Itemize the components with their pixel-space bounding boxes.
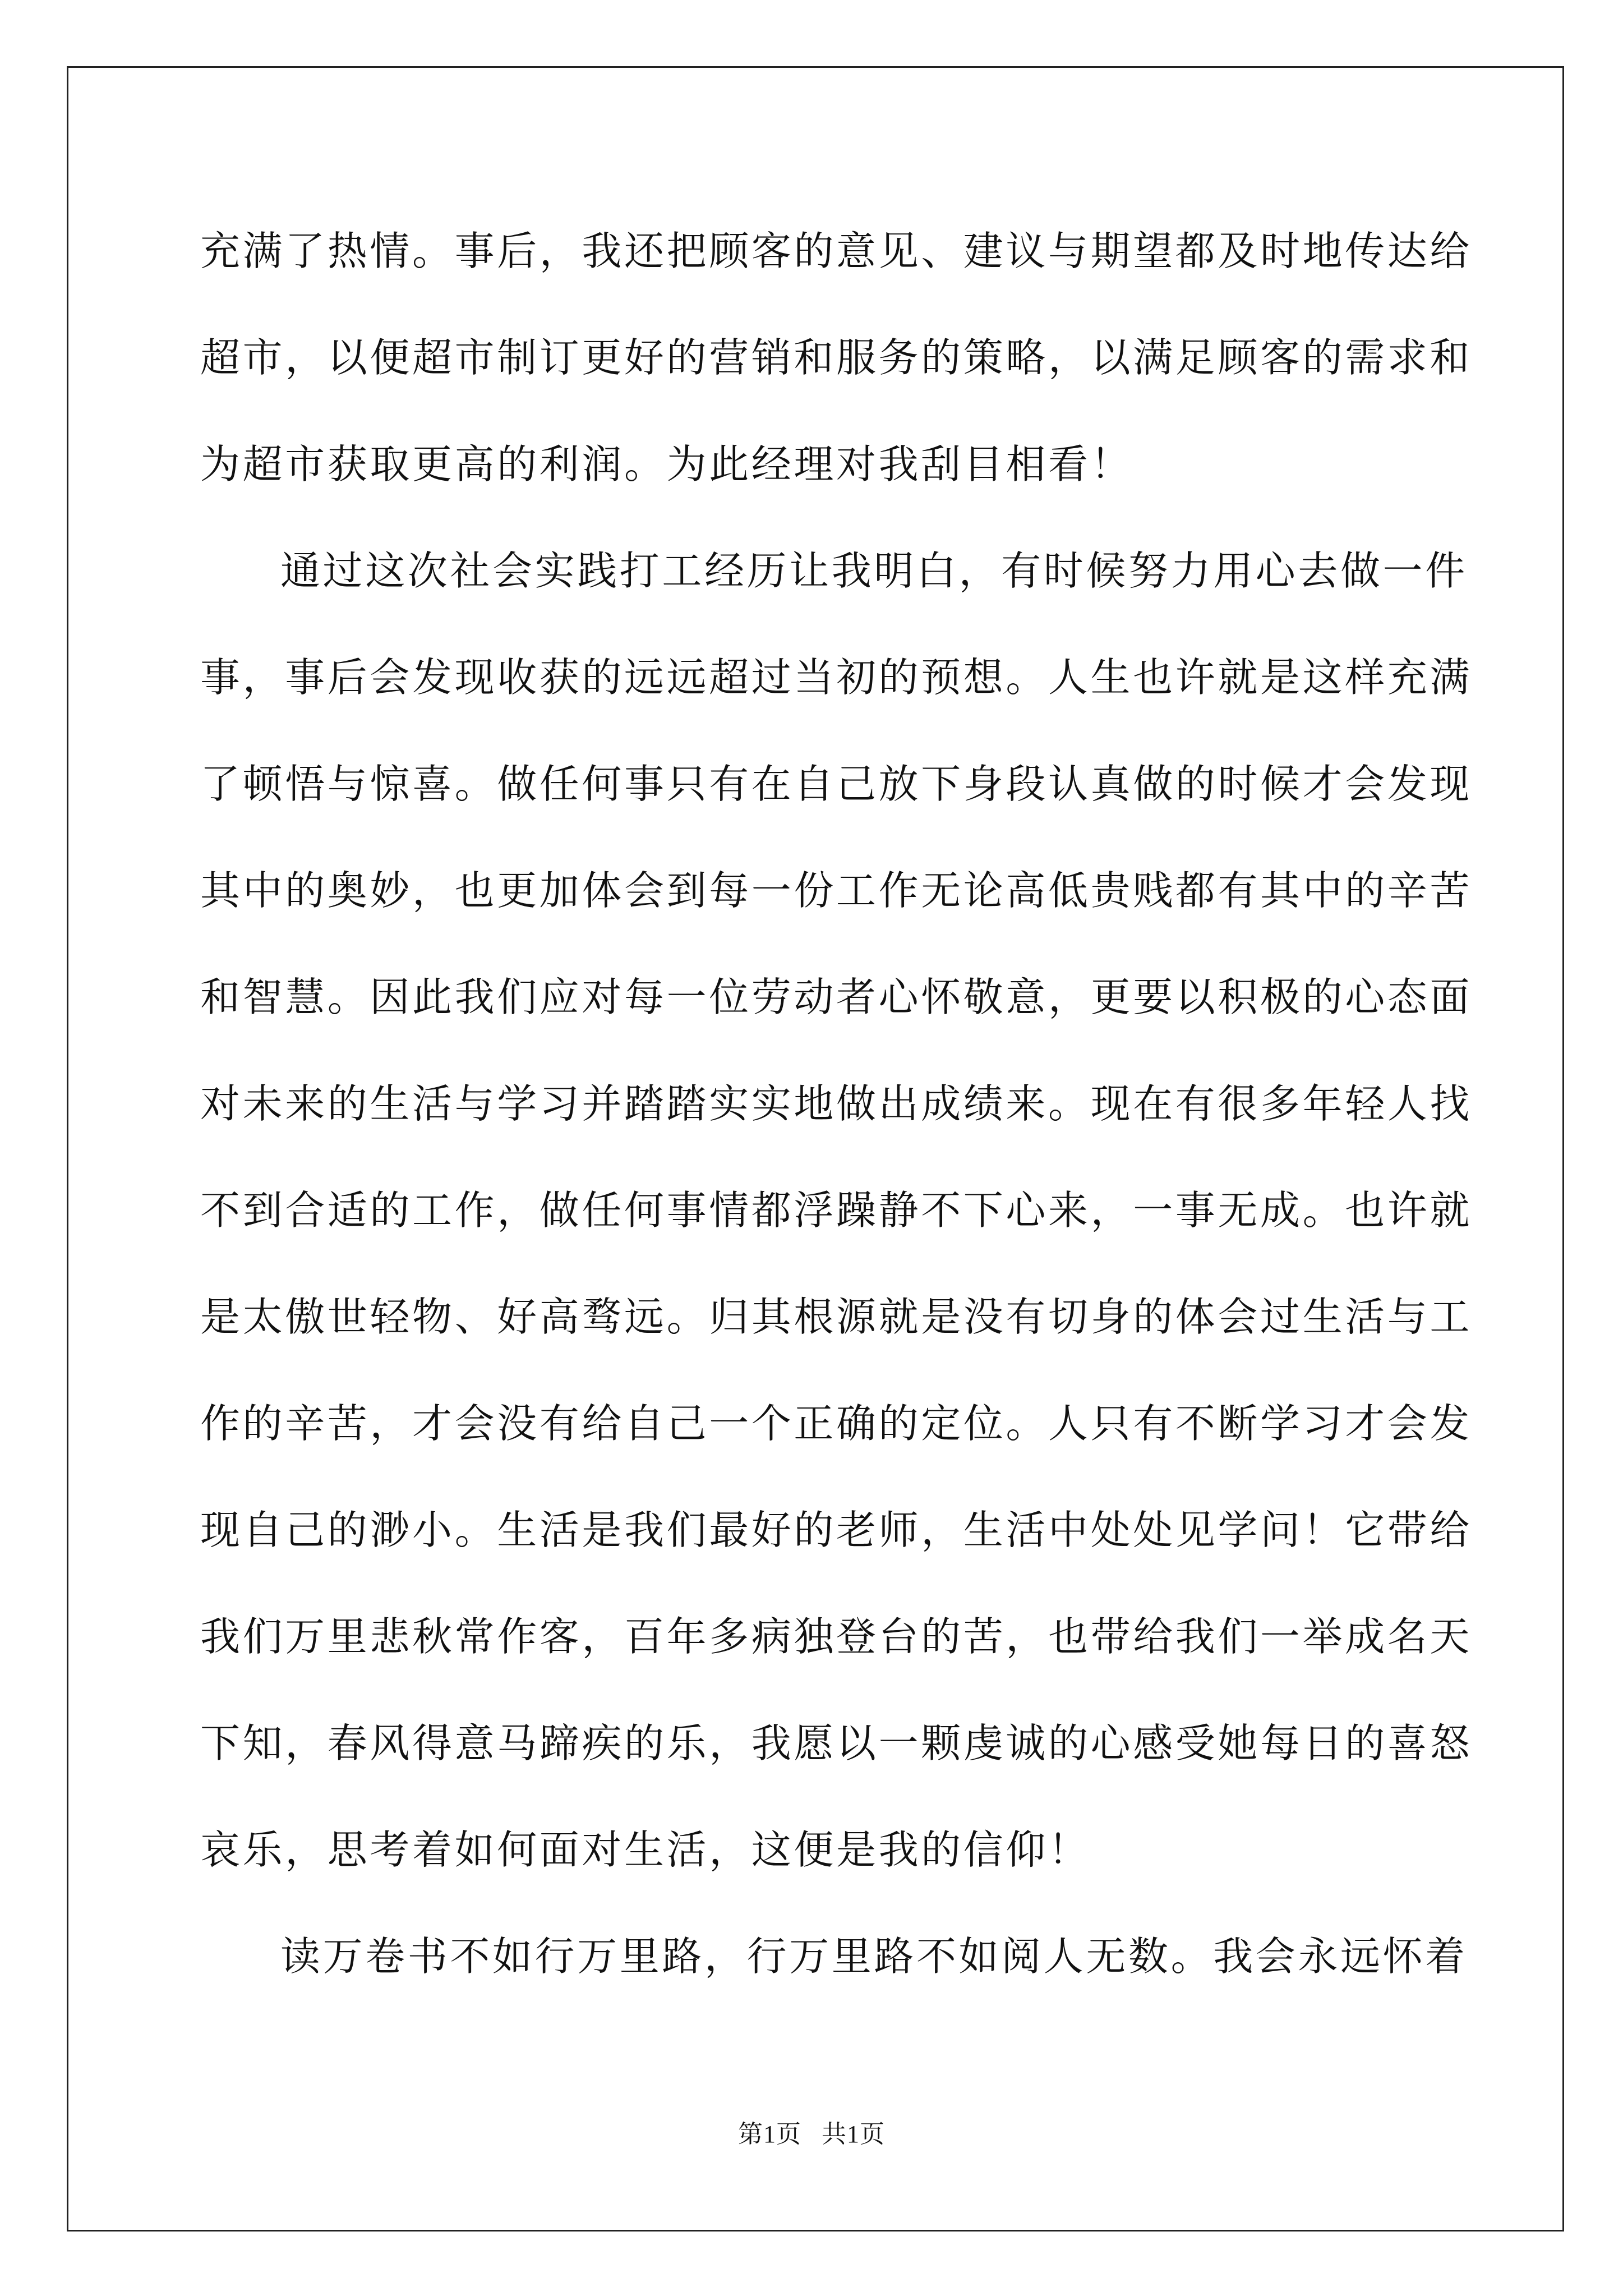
text-line: 下知，春风得意马蹄疾的乐，我愿以一颗虔诚的心感受她每日的喜怒 [200, 1720, 1473, 1766]
text-line: 事，事后会发现收获的远远超过当初的预想。人生也许就是这样充满 [200, 654, 1473, 701]
text-line: 哀乐，思考着如何面对生活，这便是我的信仰！ [200, 1826, 1091, 1873]
text-line: 为超市获取更高的利润。为此经理对我刮目相看！ [200, 441, 1133, 487]
text-line: 了顿悟与惊喜。做任何事只有在自己放下身段认真做的时候才会发现 [200, 761, 1473, 807]
text-line: 和智慧。因此我们应对每一位劳动者心怀敬意，更要以积极的心态面 [200, 974, 1473, 1020]
text-line: 现自己的渺小。生活是我们最好的老师，生活中处处见学问！它带给 [200, 1507, 1473, 1553]
text-line: 是太傲世轻物、好高骛远。归其根源就是没有切身的体会过生活与工 [200, 1294, 1473, 1340]
text-line: 不到合适的工作，做任何事情都浮躁静不下心来，一事无成。也许就 [200, 1187, 1473, 1234]
paragraph-start-line: 通过这次社会实践打工经历让我明白，有时候努力用心去做一件 [280, 547, 1468, 594]
text-line: 超市，以便超市制订更好的营销和服务的策略，以满足顾客的需求和 [200, 334, 1473, 381]
document-body [200, 209, 1473, 2021]
paragraph-start-line: 读万卷书不如行万里路，行万里路不如阅人无数。我会永远怀着 [280, 1933, 1468, 1980]
page-number-footer: 第1页 共1页 [738, 2120, 885, 2148]
text-line: 其中的奥妙，也更加体会到每一份工作无论高低贵贱都有其中的辛苦 [200, 867, 1473, 914]
text-line: 作的辛苦，才会没有给自己一个正确的定位。人只有不断学习才会发 [200, 1400, 1473, 1447]
text-line: 对未来的生活与学习并踏踏实实地做出成绩来。现在有很多年轻人找 [200, 1080, 1473, 1127]
text-line: 充满了热情。事后，我还把顾客的意见、建议与期望都及时地传达给 [200, 228, 1473, 274]
text-line: 我们万里悲秋常作客，百年多病独登台的苦，也带给我们一举成名天 [200, 1613, 1473, 1660]
